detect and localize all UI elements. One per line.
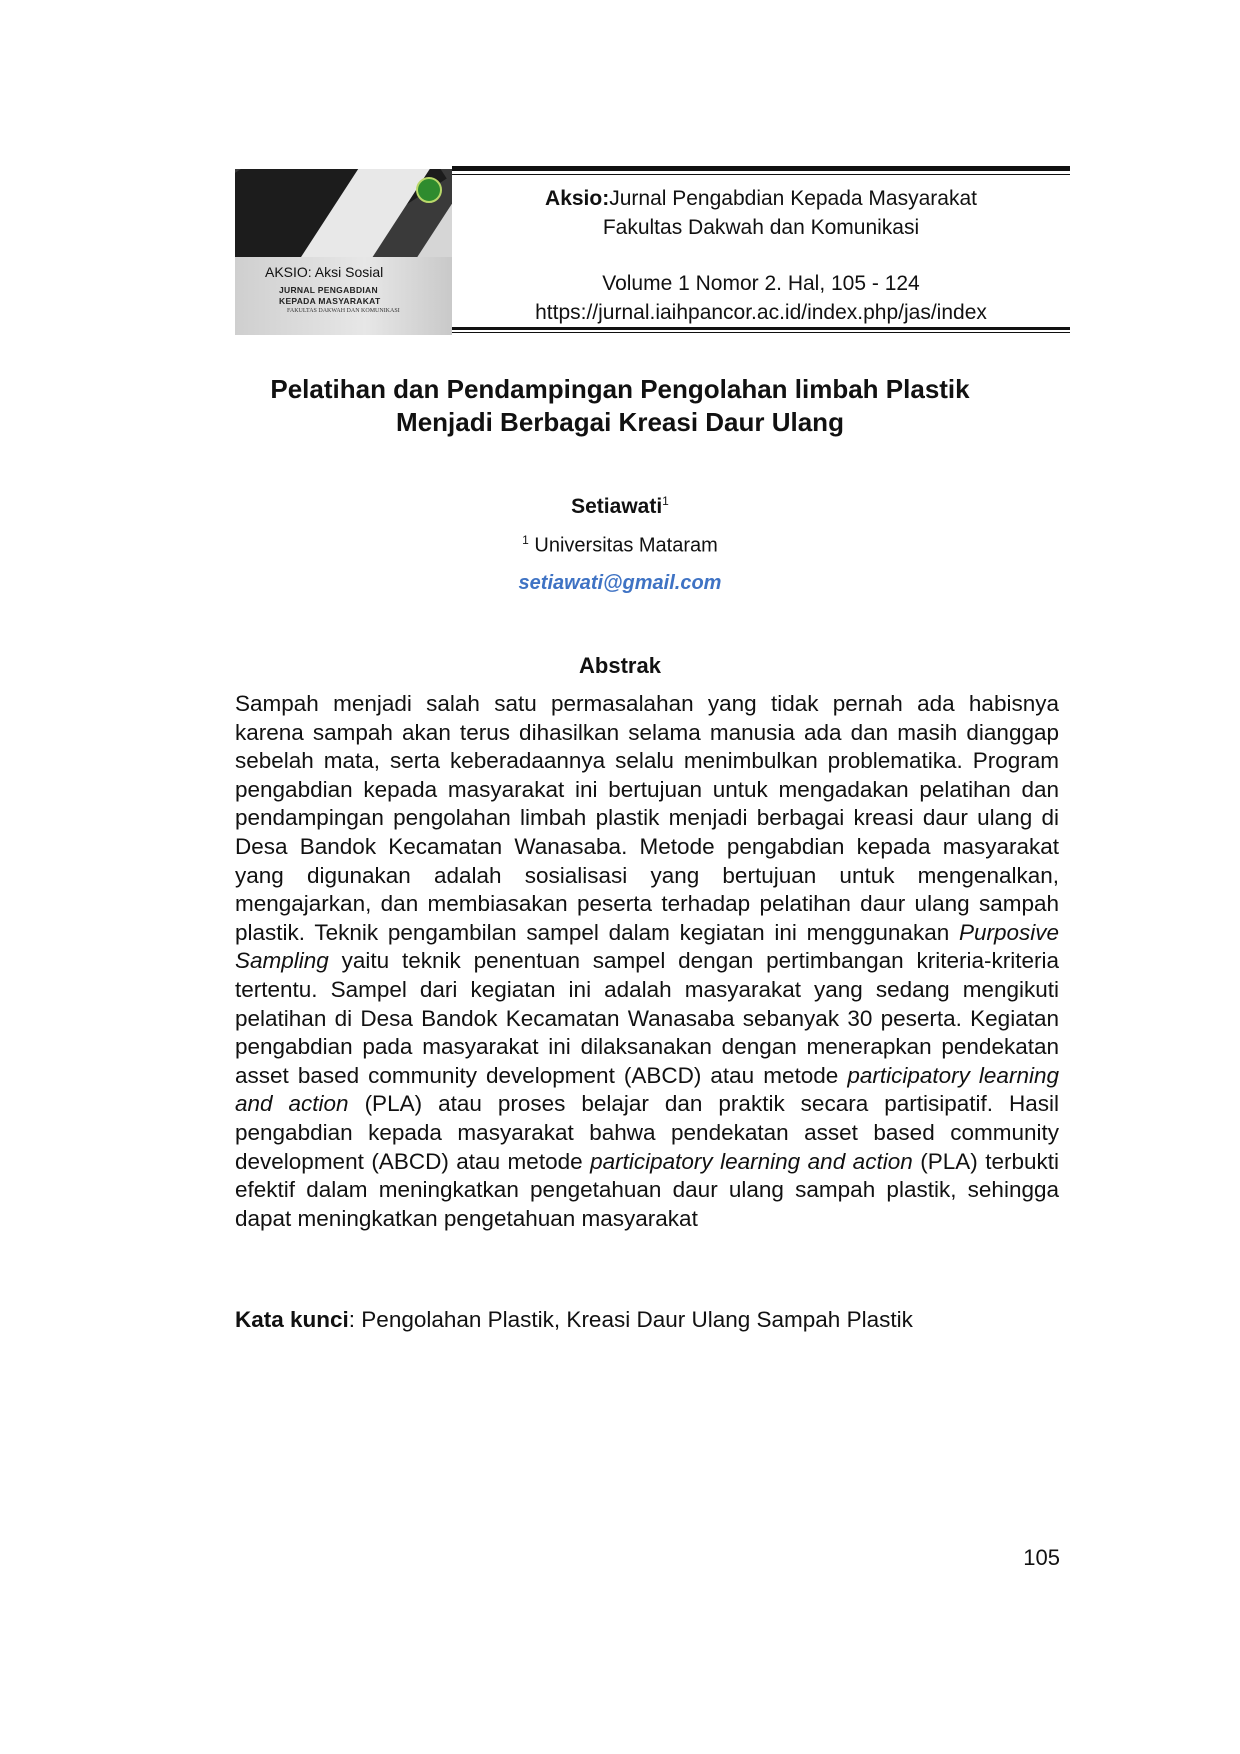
affiliation-superscript: 1 [522, 533, 529, 547]
affiliation [0, 533, 1240, 558]
author-name: Setiawati [571, 495, 663, 518]
keywords-text: : Pengolahan Plastik, Kreasi Daur Ulang Sampah Plastik [348, 1307, 913, 1332]
author [0, 494, 1240, 519]
affiliation-name: Universitas Mataram [534, 534, 718, 557]
article-title-line-2: Menjadi Berbagai Kreasi Daur Ulang [396, 407, 844, 437]
abstract-body [235, 690, 1059, 1233]
journal-full-name: Jurnal Pengabdian Kepada Masyarakat [609, 187, 977, 210]
abstract-text: yaitu teknik penentuan sampel dengan pertimbangan kriteria-kriteria tertentu. Sampel dari kegiatan ini adalah masyarakat yang sedang mengikuti pelatihan di Desa Bandok Kecamatan Wanasaba sebanyak 30 peserta. Kegiatan pengabdian pada masyarakat ini dilaksanakan dengan menerapkan pendekatan asset based community development (ABCD) atau metode [235, 948, 1059, 1088]
journal-name [452, 186, 1070, 212]
cover-subtitle-3: FAKULTAS DAKWAH DAN KOMUNIKASI [287, 308, 400, 314]
cover-title: AKSIO: Aksi Sosial [265, 264, 384, 280]
abstract-italic-term: Purposive Sampling [235, 919, 1059, 974]
keywords [235, 1307, 1059, 1333]
header-rule-top-thin [452, 174, 1070, 175]
volume-info: Volume 1 Nomor 2. Hal, 105 - 124 [602, 272, 920, 295]
journal-short-name: Aksio: [545, 187, 610, 210]
abstract-text: Sampah menjadi salah satu permasalahan yang tidak pernah ada habisnya karena sampah akan terus dihasilkan selama manusia ada dan masih dianggap sebelah mata, serta keberadaannya selalu menimbulkan problematika. Program pengabdian kepada masyarakat ini bertujuan untuk mengadakan pelatihan dan pendampingan pengolahan limbah plastik menjadi berbagai kreasi daur ulang di Desa Bandok Kecamatan Wanasaba. Metode pengabdian kepada masyarakat yang digunakan adalah sosialisasi yang bertujuan untuk mengenalkan, mengajarkan, dan membiasakan peserta terhadap pelatihan daur ulang sampah plastik. Teknik pengambilan sampel dalam kegiatan ini menggunakan [235, 691, 1059, 945]
author-superscript: 1 [662, 494, 669, 508]
cover-subtitle-2: KEPADA MASYARAKAT [279, 296, 381, 306]
institution-seal-icon [416, 177, 442, 203]
author-email[interactable]: setiawati@gmail.com [518, 572, 722, 594]
header-rule-bottom-thin [452, 332, 1070, 333]
abstract-text: (PLA) terbukti efektif dalam meningkatkan pengetahuan daur ulang sampah plastik, sehingga dapat meningkatkan pengetahuan masyarakat [235, 1148, 1059, 1231]
article-title-line-1: Pelatihan dan Pendampingan Pengolahan limbah Plastik [270, 374, 970, 404]
keywords-label: Kata kunci [235, 1307, 349, 1332]
abstract-text: (PLA) atau proses belajar dan praktik secara partisipatif. Hasil pengabdian kepada masyarakat bahwa pendekatan asset based community development (ABCD) atau metode [235, 1091, 1059, 1174]
header-rule-top [452, 166, 1070, 171]
abstract-heading: Abstrak [579, 653, 661, 678]
abstract-paragraph [235, 690, 1059, 1233]
abstract-italic-term: participatory learning and action [590, 1148, 913, 1174]
article-title [200, 373, 1040, 439]
faculty-name: Fakultas Dakwah dan Komunikasi [602, 216, 920, 239]
journal-cover-image [235, 169, 452, 335]
cover-subtitle-1: JURNAL PENGABDIAN [279, 285, 378, 295]
abstract-italic-term: participatory learning and action [235, 1062, 1059, 1117]
journal-url[interactable]: https://jurnal.iaihpancor.ac.id/index.php/jas/index [535, 301, 987, 324]
header-rule-bottom [452, 327, 1070, 330]
page-number: 105 [1023, 1545, 1060, 1570]
